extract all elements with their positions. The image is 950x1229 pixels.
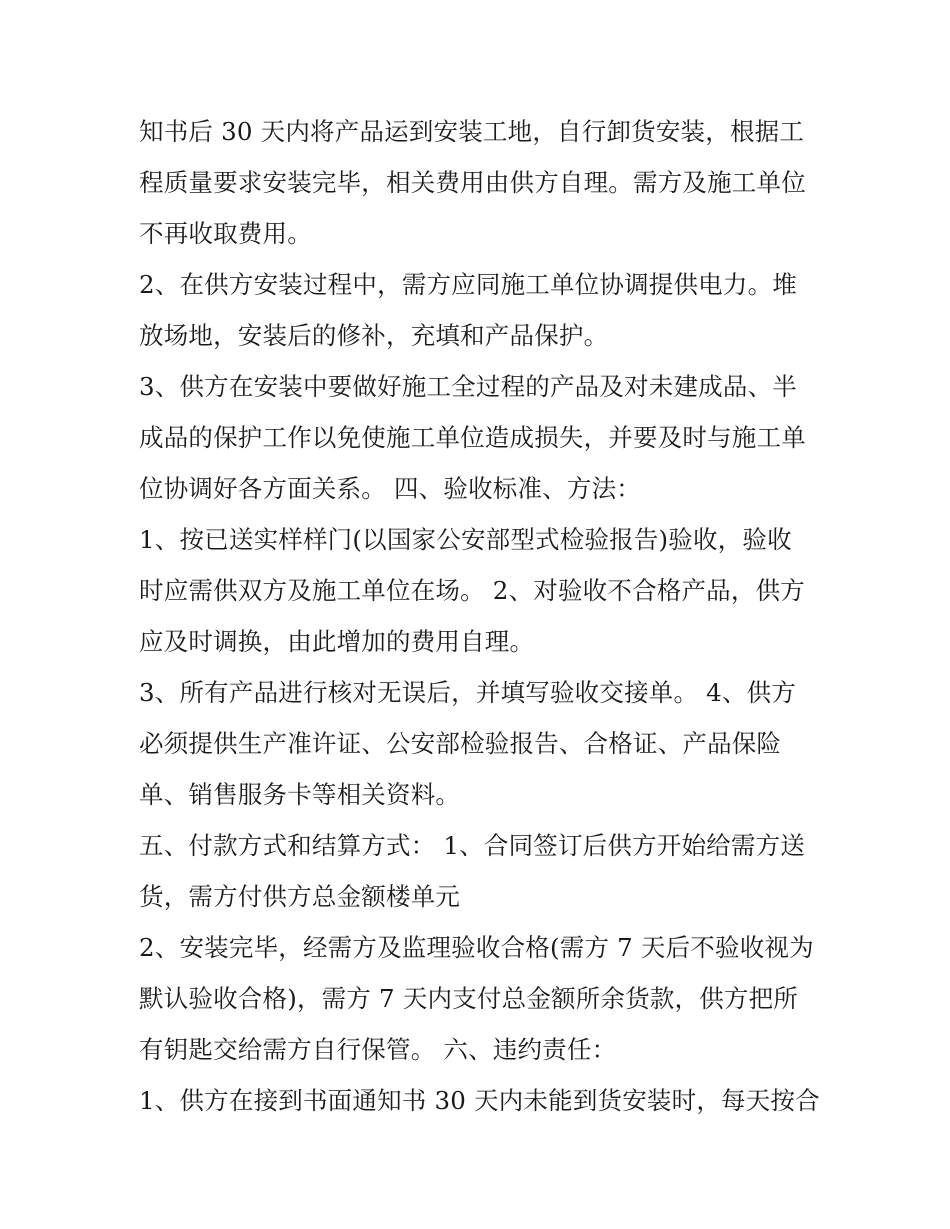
text-line: 不再收取费用。: [139, 219, 312, 248]
text-line: 3、所有产品进行核对无误后，并填写验收交接单。 4、供方: [139, 678, 797, 707]
text-line: 单、销售服务卡等相关资料。: [139, 780, 461, 809]
text-line: 位协调好各方面关系。 四、验收标准、方法：: [139, 474, 641, 503]
text-line: 默认验收合格)，需方 7 天内支付总金额所余货款，供方把所: [139, 984, 799, 1013]
text-line: 应及时调换，由此增加的费用自理。: [139, 627, 535, 656]
text-line: 货，需方付供方总金额楼单元: [139, 882, 461, 911]
text-line: 五、付款方式和结算方式： 1、合同签订后供方开始给需方送: [139, 831, 805, 860]
text-line: 程质量要求安装完毕，相关费用由供方自理。需方及施工单位: [139, 168, 806, 197]
contract-text-body: [139, 106, 819, 1126]
text-line: 3、供方在安装中要做好施工全过程的产品及对未建成品、半: [139, 372, 797, 401]
text-line: 必须提供生产准许证、公安部检验报告、合格证、产品保险: [139, 729, 782, 758]
text-line: 2、在供方安装过程中，需方应同施工单位协调提供电力。堆: [139, 270, 797, 299]
text-line: 知书后 30 天内将产品运到安装工地，自行卸货安装，根据工: [139, 117, 805, 146]
text-line: 放场地，安装后的修补，充填和产品保护。: [139, 321, 609, 350]
text-line: 1、供方在接到书面通知书 30 天内未能到货安装时，每天按合: [139, 1086, 820, 1115]
text-line: 成品的保护工作以免使施工单位造成损失，并要及时与施工单: [139, 423, 806, 452]
text-line: 2、安装完毕，经需方及监理验收合格(需方 7 天后不验收视为: [139, 933, 814, 962]
text-line: 有钥匙交给需方自行保管。 六、违约责任：: [139, 1035, 617, 1064]
text-line: 1、按已送实样样门(以国家公安部型式检验报告)验收，验收: [139, 525, 792, 554]
text-line: 时应需供双方及施工单位在场。 2、对验收不合格产品，供方: [139, 576, 805, 605]
